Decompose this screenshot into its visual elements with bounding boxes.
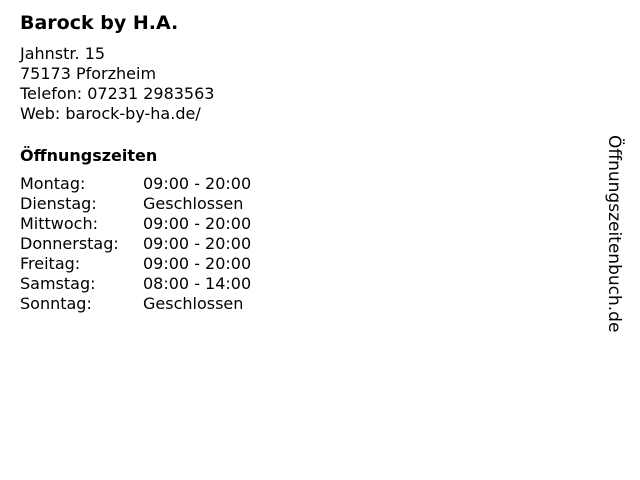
brand-side-text[interactable]: Öffnungszeitenbuch.de — [604, 135, 624, 333]
web-line — [20, 104, 600, 124]
address-street: Jahnstr. 15 — [20, 44, 106, 63]
day-hours: 09:00 - 20:00 — [143, 254, 252, 273]
day-label: Freitag: — [20, 254, 81, 273]
day-hours: Geschlossen — [143, 294, 244, 313]
address-city: 75173 Pforzheim — [20, 64, 157, 83]
day-hours: 09:00 - 20:00 — [143, 174, 252, 193]
day-label: Mittwoch: — [20, 214, 98, 233]
day-label: Dienstag: — [20, 194, 97, 213]
business-card — [20, 10, 600, 314]
opening-hours-table — [20, 174, 251, 314]
hours-row-saturday — [20, 274, 251, 294]
day-hours: 09:00 - 20:00 — [143, 214, 252, 233]
business-name: Barock by H.A. — [20, 12, 179, 34]
day-label: Samstag: — [20, 274, 96, 293]
opening-hours-heading: Öffnungszeiten — [20, 146, 158, 165]
web-label: Web: — [20, 104, 66, 123]
day-hours: 08:00 - 14:00 — [143, 274, 252, 293]
day-hours: Geschlossen — [143, 194, 244, 213]
hours-row-sunday — [20, 294, 251, 314]
day-label: Sonntag: — [20, 294, 92, 313]
hours-row-thursday — [20, 234, 251, 254]
hours-row-monday — [20, 174, 251, 194]
day-hours: 09:00 - 20:00 — [143, 234, 252, 253]
day-label: Montag: — [20, 174, 86, 193]
website-link[interactable]: barock-by-ha.de/ — [65, 104, 201, 123]
hours-row-friday — [20, 254, 251, 274]
hours-row-wednesday — [20, 214, 251, 234]
day-label: Donnerstag: — [20, 234, 119, 253]
phone-line: Telefon: 07231 2983563 — [20, 84, 215, 103]
hours-row-tuesday — [20, 194, 251, 214]
